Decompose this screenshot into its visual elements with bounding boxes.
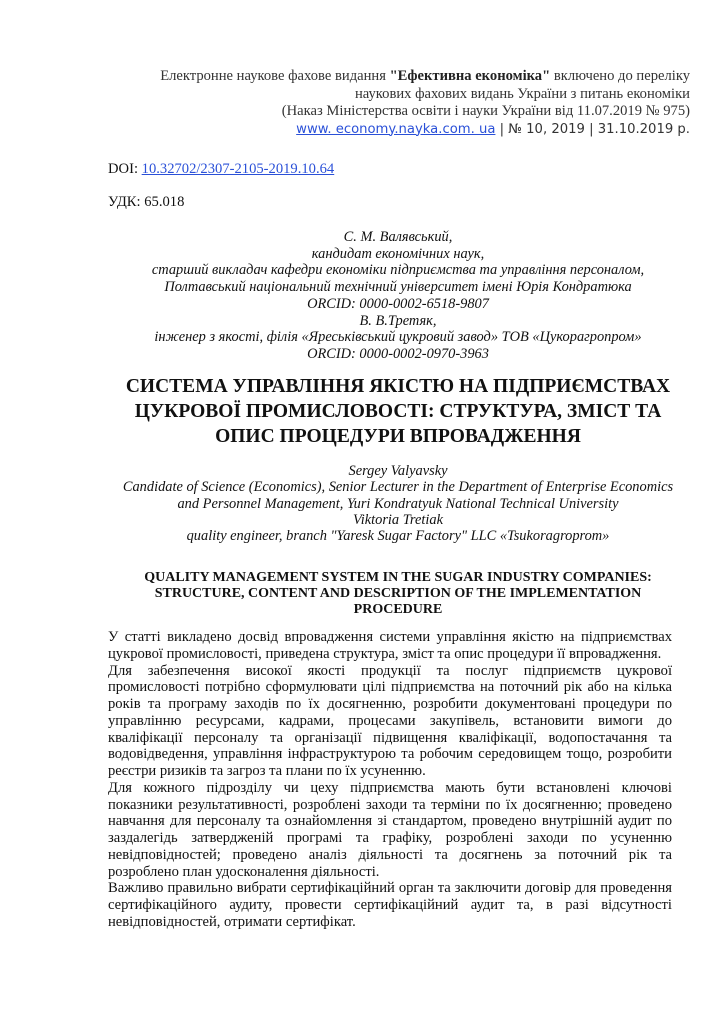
paragraph-1 [108,629,672,663]
header-line-2: наукових фахових видань України з питань економіки [354,85,690,102]
author-line: старший викладач кафедри економіки підприємства та управління персоналом, [151,262,645,279]
text-line: Для забезпечення високої якості продукції та послуг підприємств цукрової [108,662,672,679]
text-line: управлінню ресурсами, кадрами, процесами закупівель, встановити вимоги до [108,712,672,729]
issue-info: | № 10, 2019 | 31.10.2019 р. [495,121,690,137]
text-line: Важливо правильно вибрати сертифікаційний орган та заключити договір для проведення [108,880,672,897]
paragraph-4 [108,880,672,930]
header-line-3: (Наказ Міністерства освіти і науки України від 11.07.2019 № 975) [281,103,690,119]
udk: УДК: 65.018 [108,194,185,210]
text-line: кваліфікації персоналу та організації підвищення кваліфікації, водопостачання та [108,729,672,746]
text-line: розроблено план удосконалення діяльності. [108,863,380,880]
text-line: невідповідностей; проведено аналіз діяльності та досягнень за поточний рік та [108,846,672,863]
text-line: заздалегідь затвердженій програмі та графіку, розроблені заходи по усуненню [108,830,672,846]
author-line: and Personnel Management, Yuri Kondratyuk National Technical University [177,495,619,512]
text-line: невідповідностей, отримати сертифікат. [108,913,356,930]
header-text: включено до переліку [550,68,690,84]
header-line-4 [160,121,690,139]
author-line: Candidate of Science (Economics), Senior Lecturer in the Department of Enterprise Economics [122,479,674,496]
header-line-1 [160,68,690,86]
journal-header [160,68,690,138]
text-line: сертифікаційного аудиту, провести сертифікаційний аудит та, в разі відсутності [108,897,672,913]
author-line: Viktoria Tretiak [353,511,443,528]
doi [108,161,334,178]
text-line: навчання для персоналу та ознайомлення зі стандартом, проведено внутрішній аудит по [108,813,672,830]
authors-ua [60,229,724,363]
author-line: інженер з якості, філія «Яреськівський цукровий завод» ТОВ «Цукорагропром» [154,329,642,346]
text-line: водовідведення, управління інфраструктурою та робочим середовищем тощо, розробити [108,746,672,763]
author-line: Sergey Valyavsky [348,463,448,479]
title-line: ОПИС ПРОЦЕДУРИ ВПРОВАДЖЕННЯ [215,426,581,447]
author-line: С. М. Валявський, [343,229,453,245]
title-line: QUALITY MANAGEMENT SYSTEM IN THE SUGAR INDUSTRY COMPANIES: [144,570,652,585]
title-ua [60,374,724,449]
text-line: Для кожного підрозділу чи цеху підприємства мають бути встановлені ключові [108,779,672,796]
doi-link[interactable]: 10.32702/2307-2105-2019.10.64 [141,161,335,177]
title-line: STRUCTURE, CONTENT AND DESCRIPTION OF THE IMPLEMENTATION [154,586,642,601]
authors-en [60,463,724,544]
author-line: Полтавський національний технічний університет імені Юрія Кондратюка [164,279,632,296]
text-line: цукрової промисловості, приведена структура, зміст та опис процедури її впровадження. [108,645,662,662]
text-line: років та програму заходів по їх досягненню, розробити документовані процедури по [108,696,672,712]
author-line: кандидат економічних наук, [311,245,485,262]
doi-label: DOI: [108,161,142,177]
journal-name: "Ефективна економіка" [389,68,551,84]
text-line: показники результативності, розроблені заходи та терміни по їх досягненню; проведено [108,796,672,813]
author-line: ORCID: 0000-0002-0970-3963 [307,345,489,362]
author-line: quality engineer, branch "Yaresk Sugar Factory" LLC «Tsukoragroprom» [186,528,610,545]
text-line: У статті викладено досвід впровадження системи управління якістю на підприємствах [108,629,672,645]
header-text: Електронне наукове фахове видання [160,68,390,84]
text-line: реєстри ризиків та загроз та плани по їх усуненню. [108,763,426,779]
abstract [108,629,672,931]
paragraph-3 [108,780,672,881]
title-line: СИСТЕМА УПРАВЛІННЯ ЯКІСТЮ НА ПІДПРИЄМСТВАХ [125,376,671,397]
paragraph-2 [108,663,672,780]
text-line: промисловості потрібно сформулювати цілі підприємства на поточний рік або на кілька [108,679,672,696]
title-en [60,570,724,618]
author-line: В. В.Третяк, [359,312,437,329]
title-line: ЦУКРОВОЇ ПРОМИСЛОВОСТІ: СТРУКТУРА, ЗМІСТ ТА [134,401,662,422]
journal-site-link[interactable]: www. economy.nayka.com. ua [296,121,496,137]
author-line: ORCID: 0000-0002-6518-9807 [307,295,489,312]
title-line: PROCEDURE [353,602,443,617]
